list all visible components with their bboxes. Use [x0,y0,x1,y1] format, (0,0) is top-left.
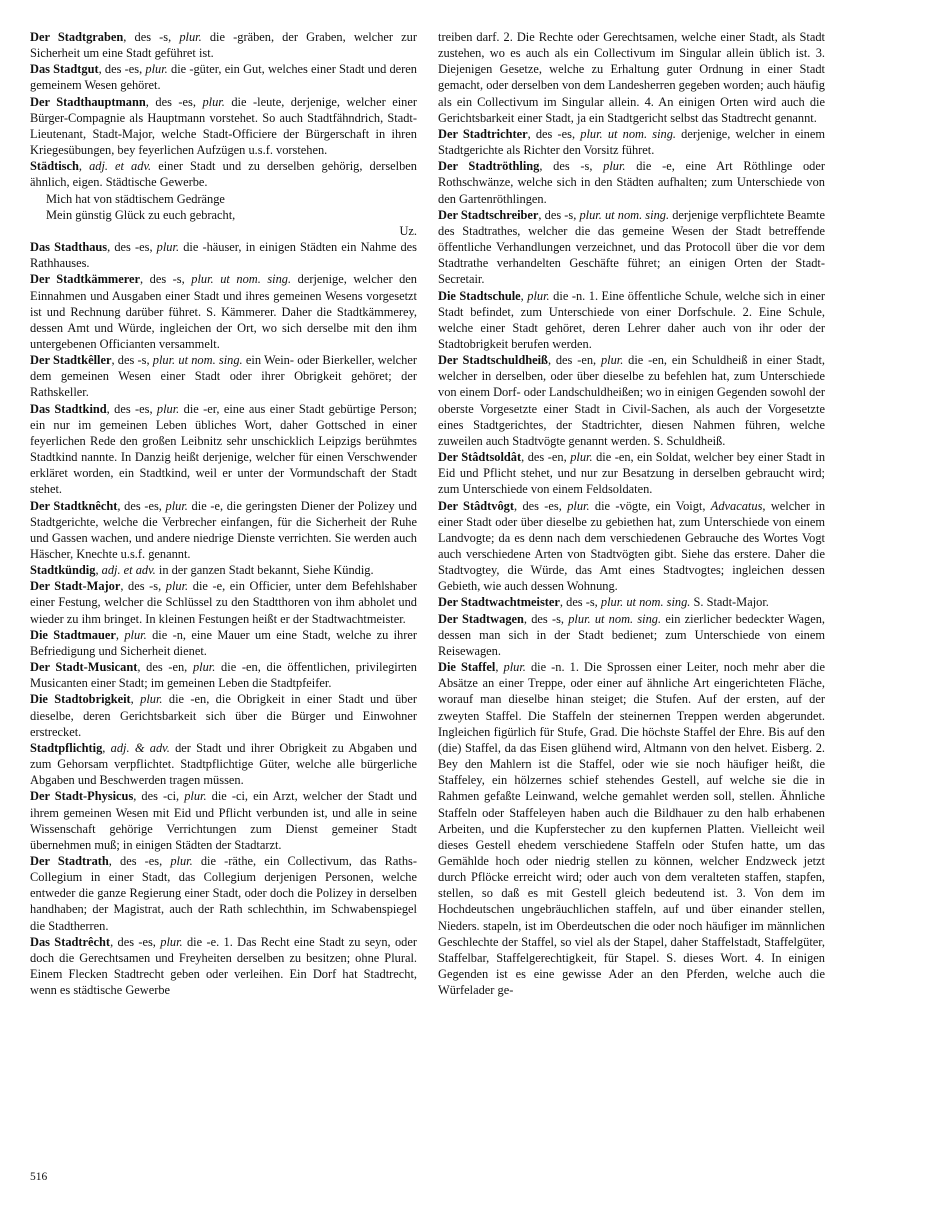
dictionary-entry [438,288,825,353]
entry-text: treiben darf. 2. Die Rechte oder Gerechtsamen, welche einer Stadt, als Stadt zustehen, wo es auch als ein Collectivum im Singular allein üblich ist. 3. Diejenigen Gesetze, welche zu Erhaltung guter Ordnung in einer Stadt gemacht, oder derselben von dem Landesherren gegeben worden; auch häufig als ein Collectivum im Singular allein. 4. An einigen Orten wird auch die Gerichtsbarkeit einer Stadt, ja ein Stadtgericht selbst das Stadtrecht genannt. [438,30,825,125]
entry-headword: Der Stadtkämmerer [30,272,140,287]
entry-text: , des -es, [117,498,166,513]
entry-grammar-note: plur. ut nom. sing. [580,126,677,141]
entry-text: , des -en, [137,660,193,675]
entry-text: , des -es, [145,94,203,109]
entry-text: , des -es, [110,934,161,949]
entry-text: die -güter, ein Gut, welches einer Stadt und deren gemeinem Wesen gehöret. [30,62,418,93]
entry-grammar-note: plur. [527,288,550,303]
entry-grammar-note: plur. [170,853,193,868]
left-column [30,29,417,998]
dictionary-entry [438,29,825,126]
entry-headword: Der Stadtröthling [438,159,540,174]
entry-text: die -en, ein Soldat, welcher bey einer Stadt in Eid und Pflicht stehet, und nur zur Besatzung in derselben gebraucht wird; zum Unterschiede von einem Feldsoldaten. [438,450,826,497]
dictionary-entry [30,61,417,93]
dictionary-entry [30,934,417,999]
entry-text: die -ci, ein Arzt, welcher der Stadt und ihrem gemeinen Wesen mit Eid und Pflicht verbunden ist, und alle in seine Wissenschaft gehörige Verrichtungen zum Dienst gemeiner Stadt übernehmen muß; in einigen Städten der Stadtarzt. [30,789,417,852]
entry-grammar-note: plur. [160,934,183,949]
entry-text: , [102,740,111,755]
entry-text: welcher in einer Stadt oder über dieselbe zu gebiethen hat, zum Unterschiede von einem Landvogte; da es denn nach dem verschiedenen Gebrauche des Wortes Vogt auch verschiedene Arten von Stadtvögten gibt. Siehe das erstere. Daher die Stadtvogtey, die Würde, das Amt eines Stadtvogtes; ingleichen dessen Gebieth, wie auch dessen Wohnung. [438,498,826,594]
dictionary-entry [30,29,417,61]
entry-text: , des -s, [523,611,569,626]
entry-grammar-note: plur. [156,240,180,255]
entry-headword: Das Stadtgut [30,62,99,77]
dictionary-entry [438,158,825,206]
entry-headword: Die Staffel [438,660,496,675]
entry-headword: Der Stadtgraben [30,30,124,44]
entry-headword: Der Stadt-Physicus [30,789,134,804]
entry-text: die -e, die geringsten Diener der Polizey und Stadtgerichte, welche die Verbrecher einfangen, für die Sicherheit der Ruhe und Gassen wachen, und andere niedrige Dienste verrichten. Sie werden auch Häscher, Knechte u.s.f. genannt. [30,498,417,561]
entry-grammar-note: plur. [192,660,216,675]
entry-text: die -häuser, in einigen Städten ein Nahme des Rathhauses. [30,240,417,271]
entry-grammar-note: plur. [600,353,624,368]
entry-grammar-note: plur. [165,498,188,513]
entry-headword: Der Stadtwachtmeister [438,595,560,610]
entry-text: derjenige verpflichtete Beamte des Stadtrathes, welcher die das gemeine Wesen der Stadt betreffende öffentliche Verhandlungen verzeichnet, und das Protocoll über die vor dem Stadtrathe verhandelten Geschäfte führet; an einigen Orten der Stadt-Secretair. [438,207,825,287]
dictionary-entry [438,449,825,497]
dictionary-entry [438,659,825,998]
entry-headword: Der Stadtschuldheiß [438,353,548,368]
entry-text: die -n. 1. Eine öffentliche Schule, welche sich in einer Stadt befindet, zum Unterschiede von einer Dorfschule. 2. Eine Schule, welche einer Stadt gehöret, deren Lehrer daher auch von ihr oder der Stadtobrigkeit berufen werden. [438,288,825,351]
page-number: 516 [30,1171,48,1183]
entry-text: die -e, eine Art Röthlinge oder Rothschwänze, welche sich in den Städten aufhalten; zum Unterschiede von den Gartenröthlingen. [438,159,825,206]
entry-text: die -en, die Obrigkeit in einer Stadt und über dieselbe, deren Gerichtsbarkeit sich über die Bürger und Einwohner erstrecket. [30,692,417,739]
verse-line: Mein günstig Glück zu euch gebracht, [46,207,236,222]
entry-grammar-note: plur. [179,30,202,44]
entry-grammar-note: plur. ut nom. sing. [579,207,670,222]
entry-headword: Stadtpflichtig [30,740,103,755]
dictionary-entry [30,627,417,659]
entry-headword: Der Stadt-Major [30,579,121,594]
dictionary-entry [30,853,417,934]
entry-text: einer Stadt und zu derselben gehörig, derselben ähnlich, eigen. Städtische Gewerbe. [30,159,417,190]
entry-text: , des -es, [108,853,171,868]
entry-headword: Das Stadtkind [30,401,107,416]
entry-grammar-note: plur. [124,627,147,642]
entry-text: die -n. 1. Die Sprossen einer Leiter, noch mehr aber die Absätze an einer Treppe, oder einer auf ähnliche Art eingerichteten Fläche, worauf man dieselbe hinan steiget; die Stufen. Auf der ersten, auf der zweyten Staffel. Die Staffeln der steinernen Treppen werden abgerundet. Ingleichen figürlich für Stufe, Grad. Die höchste Staffel der Ehre. Bis auf den (die) Staffel, da das Eisen glühend wird, Altmann von den helvet. Eisberg. 2. Bey den Mahlern ist die Staffel, oder wie sie noch häufiger heißt, die Staffeley, ein hölzernes schief stehendes Gestell, auf welche sie die in Rahmen gefaßte Leinwand, welche gemahlet werden soll, stellen. Ähnliche Staffeln oder Staffeleyen haben auch die Bildhauer zu den halb erhabenen Arbeiten, und die Kupferstecher zu den kupfernen Platten. Vielleicht weil dieses Gestell ehedem verschiedene Staffeln oder Stufen hatte, um das Gemählde hoch oder niedrig stellen zu können, welcher Endzweck jetzt durch Pflöcke erreicht wird; oder auch von dem veralteten staffen, stapfen, stellen, so daß es mit Gestell gleich bedeutend ist. 3. Von dem im Hochdeutschen ungebräuchlichen staffeln, auf und über einander stellen, Nieders. stapeln, ist im Oberdeutschen die oder noch häufiger im männlichen Geschlechte der Staffel, so viel als der Stapel, daher Staffelstadt, Staffelgüter, Staffelbar, Staffelgerechtigkeit, für Stapel. S. dieses Wort. 4. In einigen Gegenden ist es eine gewisse Ader an den Pferden, welche auch die Würfelader ge- [438,660,825,998]
entry-grammar-note: plur. [165,579,189,594]
entry-text: die -n, eine Mauer um eine Stadt, welche zu ihrer Befriedigung und Sicherheit dienet. [30,627,418,658]
entry-headword: Der Stâdtvôgt [438,498,515,513]
entry-headword: Der Stadtkêller [30,353,112,368]
entry-text: , des -s, [538,207,580,222]
entry-text: ein zierlicher bedeckter Wagen, dessen man sich in der Stadt bedienet; zum Unterschiede von einem Reisewagen. [438,611,826,658]
entry-grammar-note: plur. ut nom. sing. [152,353,243,368]
entry-headword: Der Stadt-Musicant [30,660,138,675]
entry-text: der Stadt und ihrer Obrigkeit zu Abgaben und zum Gehorsam verpflichtet. Stadtpflichtige Güter, welche alle bürgerliche Abgaben und Beschwerden tragen müssen. [30,740,417,788]
entry-headword: Der Stadtwagen [438,611,524,626]
entry-text: , [130,692,141,707]
entry-text: die -leute, derjenige, welcher einer Bürger-Compagnie als Hauptmann vorstehet. So auch Stadtfähndrich, Stadt-Lieutenant, Stadt-Major, welche Stadt-Officiere der Bürgerschaft in ihren Kriegesübungen, bey feyerlichen Aufzügen u.s.f. vorstehen. [30,94,417,158]
right-column [438,29,825,998]
entry-grammar-note: adj. & adv. [110,740,170,755]
dictionary-entry [30,659,417,691]
entry-grammar-note: plur. [202,94,225,109]
entry-grammar-note: plur. [567,498,590,513]
dictionary-entry [30,740,417,788]
dictionary-entry [438,126,825,158]
entry-grammar-note: plur. [184,789,207,804]
dictionary-entry [30,788,417,853]
entry-text: , des -s, [120,579,166,594]
dictionary-entry [438,611,825,659]
dictionary-entry [438,594,825,610]
entry-text: , des -s, [111,353,153,368]
entry-headword: Das Stadtrêcht [30,934,111,949]
entry-text: , des -en, [547,353,601,368]
entry-grammar-note: plur. [603,159,626,174]
entry-grammar-note: plur. ut nom. sing. [600,595,691,610]
dictionary-entry [30,401,417,498]
entry-text: S. Stadt-Major. [690,595,769,610]
dictionary-entry [30,239,417,271]
entry-grammar-note: plur. [145,62,168,77]
entry-text: , [520,288,528,303]
entry-text: , des -es, [107,240,157,255]
dictionary-entry [30,352,417,400]
entry-text: , des -s, [559,595,601,610]
entry-headword: Der Stadtrichter [438,126,528,141]
entry-headword: Der Stadtknêcht [30,498,118,513]
entry-grammar-note: plur. [503,660,526,675]
entry-text: die -e, ein Officier, unter dem Befehlshaber einer Festung, welcher die Schlüssel zu den Stadtthoren von ihm abholet und wieder zu ihm bringet. In kleinen Festungen heißt er der Stadtwachtmeister. [30,579,417,626]
entry-headword: Der Stadtrath [30,853,109,868]
entry-headword: Der Stadthauptmann [30,94,146,109]
entry-grammar-note: plur. ut nom. sing. [191,272,292,287]
entry-text: , des -s, [539,159,604,174]
dictionary-entry [30,498,417,563]
entry-text: , des -es, [98,62,146,77]
entry-text: in der ganzen Stadt bekannt, Siehe Kündig. [155,563,374,578]
entry-headword: Das Stadthaus [30,240,108,255]
verse-attribution: Uz. [399,223,417,238]
entry-text: die -gräben, der Graben, welcher zur Sicherheit um eine Stadt geführet ist. [30,30,417,61]
entry-grammar-note: adj. et adv. [89,159,152,174]
entry-text: , [495,660,504,675]
verse-line: Mich hat von städtischem Gedränge [46,191,225,206]
entry-text: ein Wein- oder Bierkeller, welcher dem gemeinen Wesen einer Stadt oder ihrer Obrigkeit gehöret; der Rathskeller. [30,353,418,400]
entry-text: , des -es, [106,401,157,416]
entry-grammar-note: plur. [570,450,593,465]
dictionary-entry [30,578,417,626]
dictionary-entry [30,94,417,159]
entry-headword: Der Stâdtsoldât [438,450,522,465]
entry-text: die -vögte, ein Voigt, [589,498,711,513]
entry-text: , des -s, [123,30,180,44]
dictionary-entry [30,271,417,352]
entry-headword: Stadtkündig [30,563,96,578]
entry-grammar-note: Advacatus, [710,498,766,513]
entry-text: die -en, die öffentlichen, privilegirten Musicanten einer Stadt; im gemeinen Leben die Stadtpfeifer. [30,660,417,691]
entry-grammar-note: plur. [140,692,163,707]
entry-text: , des -s, [140,272,192,287]
entry-headword: Der Stadtschreiber [438,207,539,222]
entry-text: derjenige, welcher in einem Stadtgerichte als Richter den Vorsitz führet. [438,126,826,158]
entry-text: , des -es, [527,126,581,141]
entry-text: die -er, eine aus einer Stadt gebürtige Person; ein nur im gemeinen Leben übliches Wort, daher Gottsched in einer feyerlichen Rede den großen Leibnitz sehr unschicklich Leipzigs berühmtes Stadtkind nannte. In Danzig heißt derjenige, welcher für einen Verschwender erkläret worden, ein Stadtkind, weil er unter der Vormundschaft der Stadt stehet. [30,401,417,497]
entry-grammar-note: plur. ut nom. sing. [568,611,662,626]
entry-text: die -räthe, ein Collectivum, das Raths-Collegium in einer Stadt, das Collegium derjenigen Personen, welche entweder die ganze Regierung einer Stadt, oder doch die Polizey in derselben handhaben; der Magistrat, auch der Rath schlechthin, im Schwabenspiegel die Stadtherren. [30,853,417,933]
entry-headword: Die Stadtmauer [30,627,116,642]
entry-headword: Die Stadtschule [438,288,521,303]
dictionary-entry [30,562,417,578]
entry-text: die -e. 1. Das Recht eine Stadt zu seyn, oder doch die Gerechtsamen und Freyheiten derselben zu besitzen; ohne Plural. Einem Flecken Stadtrecht geben oder verleihen. Ein Dorf hat Stadtrecht, wenn es städtische Gewerbe [30,934,418,998]
entry-headword: Die Stadtobrigkeit [30,692,131,707]
entry-text: die -en, ein Schuldheiß in einer Stadt, welcher in derselben, oder über dieselbe zu befehlen hat, zum Unterschiede von einem Dorf- oder Landschuldheißen; wo in einigen Gegenden sowohl der oberste Vorgesetzte einer Stadt in Civil-Sachen, als auch der Vorgesetzte eines Stadtgerichtes, der Stadtrichter, diesen Nahmen führen, welche zuweilen auch Stadtvögte genannt werden. S. Schuldheiß. [438,353,825,448]
entry-text: derjenige, welcher den Einnahmen und Ausgaben einer Stadt und ihres gemeinen Wesens vorgesetzt ist und Rechnung darüber führet. S. Kämmerer. Daher die Stadtkämmerey, dessen Amt und Würde, ingleichen der Ort, wo sich derselbe mit den ihm untergebenen Officianten versammelt. [30,272,417,351]
entry-text: , [78,159,90,174]
dictionary-entry [438,352,825,449]
dictionary-entry [438,207,825,288]
entry-text: , des -ci, [133,789,185,804]
entry-text: , [115,627,125,642]
dictionary-entry [30,158,417,190]
entry-text: , des -es, [514,498,568,513]
dictionary-entry [438,498,825,595]
entry-headword: Städtisch [30,159,79,174]
entry-grammar-note: adj. et adv. [101,563,156,578]
entry-grammar-note: plur. [156,401,180,416]
dictionary-entry [30,691,417,739]
entry-text: , des -en, [521,450,571,465]
entry-text: , [95,563,102,578]
